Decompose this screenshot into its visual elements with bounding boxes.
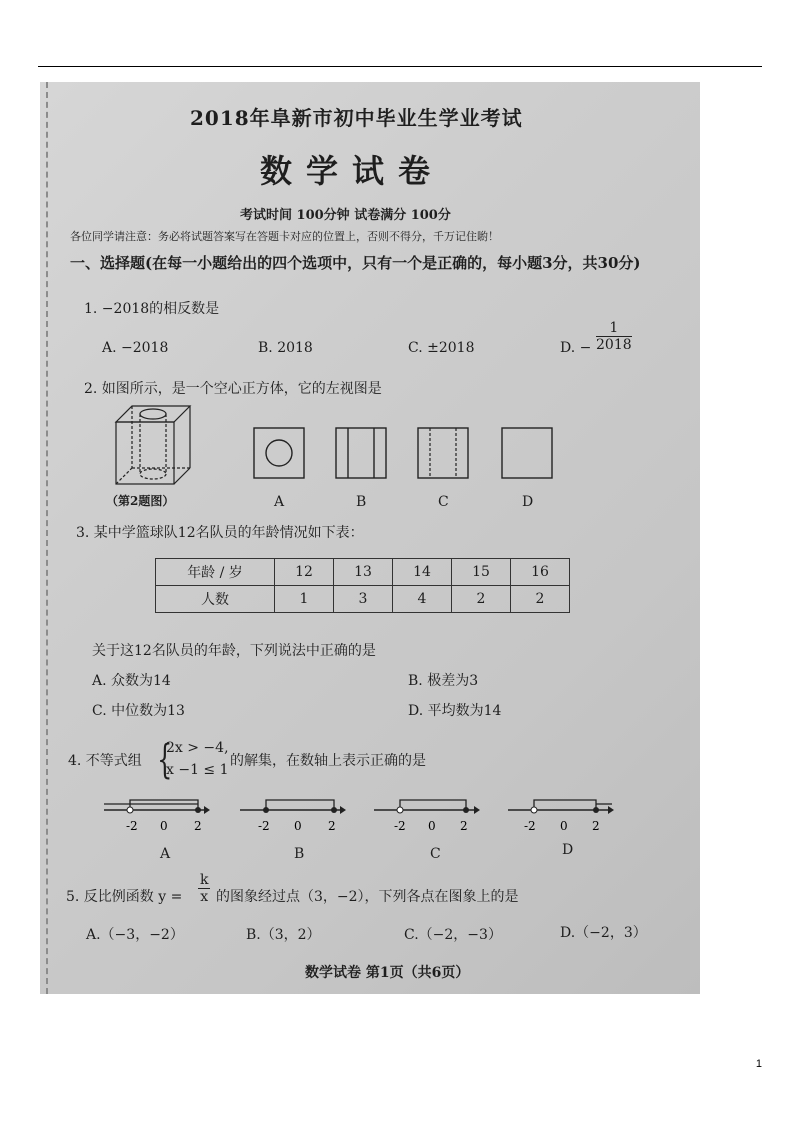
age-header: 年龄 / 岁 — [156, 559, 275, 586]
header-rule — [38, 66, 762, 67]
q4-stem-prefix: 4. 不等式组 — [68, 753, 142, 769]
count-cell: 2 — [511, 586, 570, 613]
q5-option-b: B.（3，2） — [246, 927, 321, 943]
tick-label: 0 — [294, 819, 302, 833]
count-cell: 2 — [452, 586, 511, 613]
table-row — [156, 559, 570, 586]
age-cell: 12 — [275, 559, 334, 586]
count-cell: 1 — [275, 586, 334, 613]
q5-fraction — [198, 872, 210, 905]
q4-numberline-d — [504, 788, 614, 838]
tick-label: 2 — [460, 819, 468, 833]
brace-symbol: { — [157, 737, 173, 783]
age-cell: 15 — [452, 559, 511, 586]
q2-view-d — [500, 426, 554, 480]
q1-option-a: A. −2018 — [102, 340, 169, 356]
q3-option-a: A. 众数为14 — [92, 673, 171, 689]
count-cell: 3 — [334, 586, 393, 613]
q1-option-d-prefix: D. − — [560, 340, 592, 356]
tick-label: 0 — [160, 819, 168, 833]
tick-label: 0 — [428, 819, 436, 833]
q3-stem: 3. 某中学篮球队12名队员的年龄情况如下表： — [76, 525, 364, 541]
hollow-cube-figure — [110, 400, 200, 490]
notice: 各位同学请注意：务必将试题答案写在答题卡对应的位置上，否则不得分，千万记住喲！ — [70, 230, 499, 243]
age-cell: 14 — [393, 559, 452, 586]
q4-numberline-a — [100, 788, 210, 838]
q2-label-c: C — [438, 494, 449, 510]
exam-info: 考试时间 100分钟 试卷满分 100分 — [240, 208, 451, 223]
tick-label: 2 — [592, 819, 600, 833]
table-row — [156, 586, 570, 613]
q1-option-d-fraction — [596, 320, 632, 353]
q1-option-c: C. ±2018 — [408, 340, 475, 356]
q4-numberline-b — [236, 788, 346, 838]
q5-stem-prefix: 5. 反比例函数 y = — [66, 889, 183, 905]
q3-option-c: C. 中位数为13 — [92, 703, 185, 719]
tick-label: 0 — [560, 819, 568, 833]
q4-label-c: C — [430, 846, 441, 862]
q1-d-denominator: 2018 — [596, 337, 632, 353]
q2-view-b — [334, 426, 388, 480]
section-heading: 一、选择题(在每一小题给出的四个选项中，只有一个是正确的，每小题3分，共30分) — [70, 254, 641, 272]
q2-label-a: A — [274, 494, 285, 510]
q5-x: x — [200, 889, 209, 905]
q5-k: k — [200, 872, 209, 888]
q2-stem: 2. 如图所示，是一个空心正方体，它的左视图是 — [84, 381, 382, 397]
q4-stem-suffix: 的解集，在数轴上表示正确的是 — [230, 753, 426, 769]
q2-view-c — [416, 426, 470, 480]
q2-view-a — [252, 426, 306, 480]
age-cell: 13 — [334, 559, 393, 586]
exam-paper — [40, 82, 700, 994]
q4-numberline-c — [370, 788, 480, 838]
q2-label-d: D — [522, 494, 534, 510]
tick-label: -2 — [258, 819, 270, 833]
subject-title: 数学试卷 — [260, 152, 445, 190]
tick-label: 2 — [328, 819, 336, 833]
exam-photo — [40, 82, 700, 994]
q1-option-b: B. 2018 — [258, 340, 313, 356]
q5-option-d: D.（−2，3） — [560, 925, 647, 941]
page-number: 1 — [755, 1058, 762, 1070]
q2-label-b: B — [356, 494, 367, 510]
tick-label: -2 — [524, 819, 536, 833]
q1-d-numerator: 1 — [596, 320, 632, 337]
q3-option-b: B. 极差为3 — [408, 673, 479, 689]
tick-label: -2 — [394, 819, 406, 833]
age-table — [155, 558, 570, 613]
tick-label: -2 — [126, 819, 138, 833]
q5-option-c: C.（−2，−3） — [404, 927, 502, 943]
q5-stem-suffix: 的图象经过点（3，−2），下列各点在图象上的是 — [216, 889, 519, 905]
exam-title: 2018年阜新市初中毕业生学业考试 — [190, 106, 523, 130]
q3-prompt: 关于这12名队员的年龄，下列说法中正确的是 — [92, 643, 376, 659]
q4-inequality-2: x −1 ≤ 1 — [166, 762, 229, 778]
q4-inequality-1: 2x > −4, — [166, 740, 229, 756]
q5-option-a: A.（−3，−2） — [86, 927, 184, 943]
q4-label-d: D — [562, 842, 574, 858]
tick-label: 2 — [194, 819, 202, 833]
q4-label-b: B — [294, 846, 305, 862]
q1-stem: 1. −2018的相反数是 — [84, 301, 220, 317]
page-footer: 数学试卷 第1页（共6页） — [305, 965, 470, 981]
count-cell: 4 — [393, 586, 452, 613]
q3-option-d: D. 平均数为14 — [408, 703, 502, 719]
q2-caption: （第2题图） — [106, 494, 175, 508]
age-cell: 16 — [511, 559, 570, 586]
count-header: 人数 — [156, 586, 275, 613]
q4-label-a: A — [160, 846, 171, 862]
